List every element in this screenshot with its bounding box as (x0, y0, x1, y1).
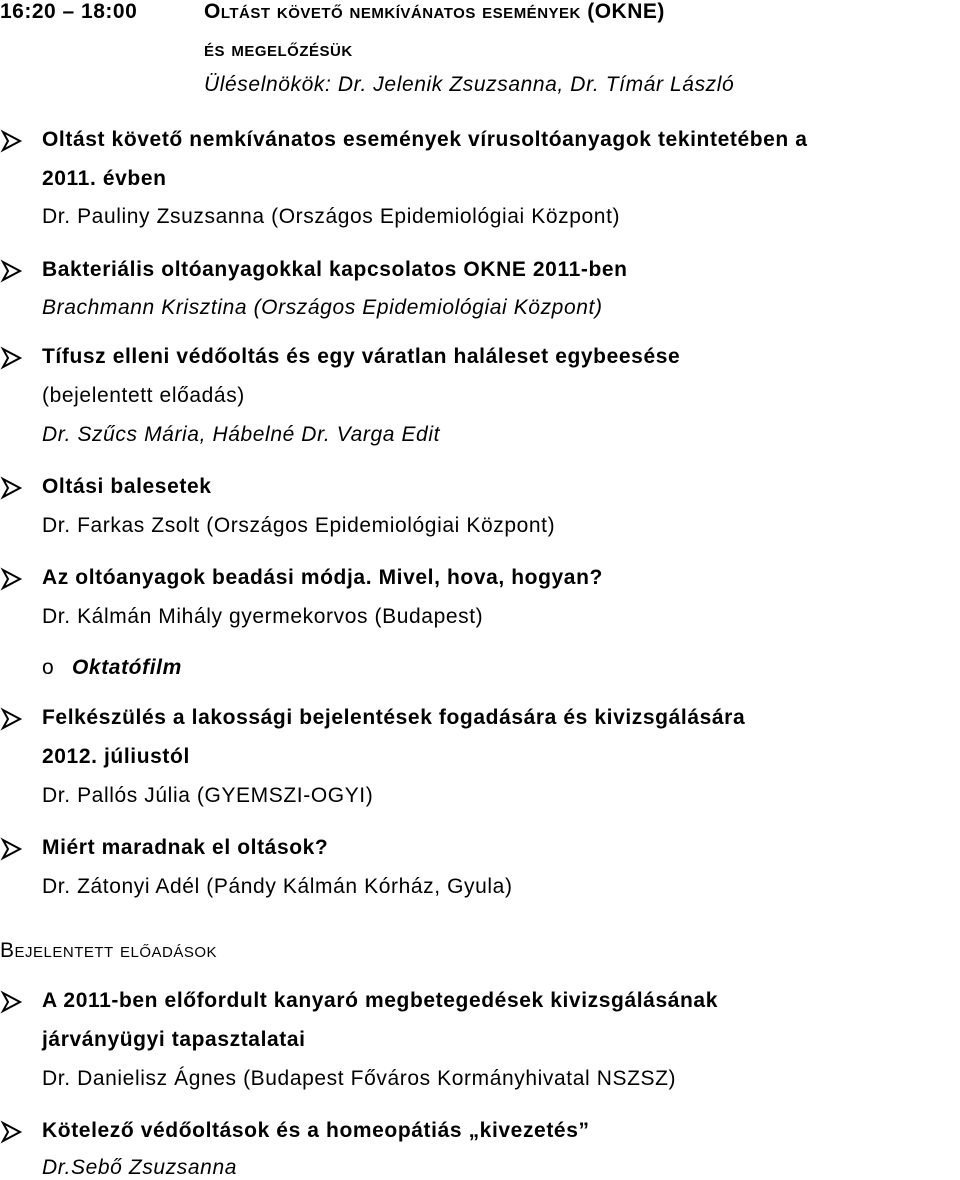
arrow-bullet-icon (0, 259, 24, 283)
session-time: 16:20 – 18:00 (0, 0, 138, 23)
talk-speaker: Dr. Pallós Júlia (GYEMSZI-OGYI) (42, 784, 374, 807)
talk-speaker: Dr. Szűcs Mária, Hábelné Dr. Varga Edit (42, 423, 441, 446)
talk-title: Oltást követő nemkívánatos események vírusoltóanyagok tekintetében a (42, 128, 808, 151)
talk-title: Miért maradnak el oltások? (42, 836, 329, 859)
sub-item-marker: o (42, 656, 54, 679)
session-chairs: Üléselnökök: Dr. Jelenik Zsuzsanna, Dr. Tímár László (204, 73, 735, 96)
talk-title: Bakteriális oltóanyagokkal kapcsolatos OKNE 2011-ben (42, 258, 628, 281)
reported-talk-speaker: Dr.Sebő Zsuzsanna (42, 1156, 238, 1179)
talk-note: (bejelentett előadás) (42, 384, 245, 407)
sub-item-film: Oktatófilm (72, 656, 182, 679)
reported-talk-title-continued: járványügyi tapasztalatai (42, 1028, 306, 1051)
session-title-continued: és megelőzésük (204, 38, 353, 61)
talk-title-continued: 2012. júliustól (42, 745, 190, 768)
reported-talk-title: Kötelező védőoltások és a homeopátiás „kivezetés” (42, 1119, 590, 1142)
talk-speaker: Dr. Kálmán Mihály gyermekorvos (Budapest) (42, 605, 484, 628)
arrow-bullet-icon (0, 129, 24, 153)
arrow-bullet-icon (0, 567, 24, 591)
talk-title: Tífusz elleni védőoltás és egy váratlan haláleset egybeesése (42, 345, 681, 368)
arrow-bullet-icon (0, 1120, 24, 1144)
arrow-bullet-icon (0, 990, 24, 1014)
talk-title: Felkészülés a lakossági bejelentések fogadására és kivizsgálására (42, 706, 746, 729)
talk-speaker: Brachmann Krisztina (Országos Epidemiológiai Központ) (42, 296, 603, 319)
arrow-bullet-icon (0, 837, 24, 861)
talk-speaker: Dr. Farkas Zsolt (Országos Epidemiológiai Központ) (42, 514, 556, 537)
talk-title-continued: 2011. évben (42, 167, 167, 190)
talk-speaker: Dr. Zátonyi Adél (Pándy Kálmán Kórház, Gyula) (42, 875, 513, 898)
reported-talk-title: A 2011-ben előfordult kanyaró megbetegedések kivizsgálásának (42, 989, 718, 1012)
arrow-bullet-icon (0, 346, 24, 370)
reported-talk-speaker: Dr. Danielisz Ágnes (Budapest Főváros Kormányhivatal NSZSZ) (42, 1067, 677, 1090)
talk-title: Az oltóanyagok beadási módja. Mivel, hova, hogyan? (42, 566, 603, 589)
arrow-bullet-icon (0, 707, 24, 731)
session-title: Oltást követő nemkívánatos események (OKNE) (204, 0, 665, 23)
talk-speaker: Dr. Pauliny Zsuzsanna (Országos Epidemiológiai Központ) (42, 205, 621, 228)
section-heading: Bejelentett előadások (0, 939, 218, 962)
talk-title: Oltási balesetek (42, 475, 212, 498)
arrow-bullet-icon (0, 476, 24, 500)
